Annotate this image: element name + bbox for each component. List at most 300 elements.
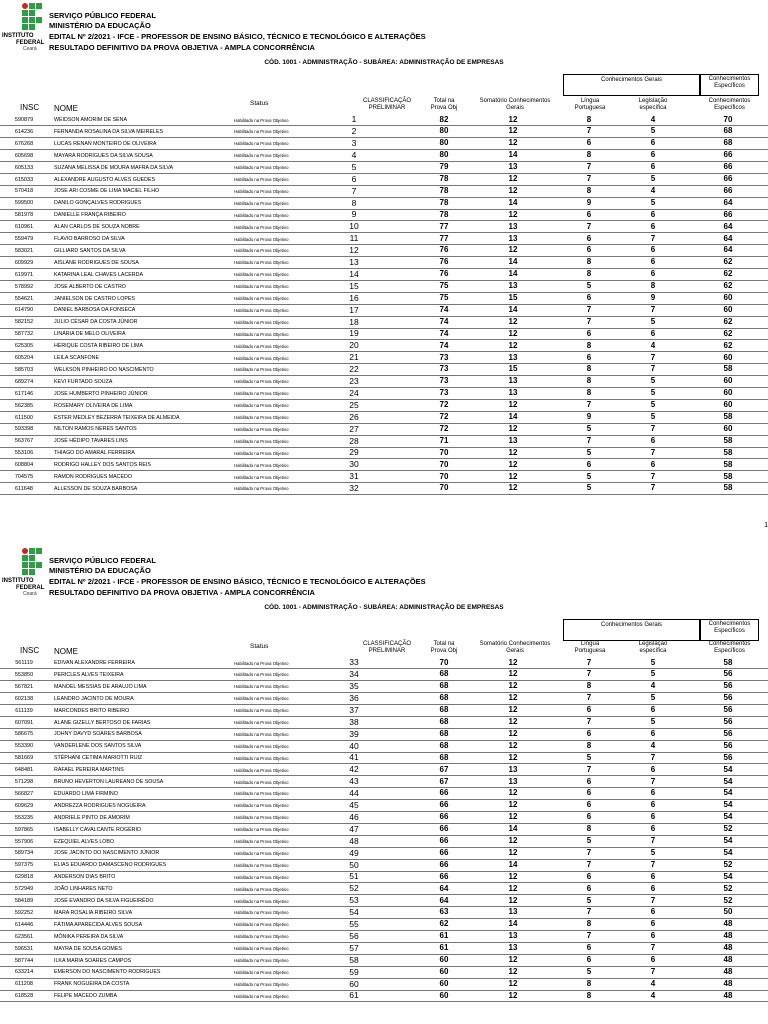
insc-cell: 593398 [14,426,34,433]
portuguese-cell: 7 [586,693,592,703]
specific-cell: 58 [723,435,733,445]
portuguese-cell: 8 [586,919,592,929]
table-row [0,740,768,752]
table-row [0,447,768,459]
status-cell: Habilitado na Prova Objetivo [234,839,289,844]
legislation-cell: 4 [650,114,656,124]
specific-cell: 56 [723,752,733,762]
status-cell: Habilitado na Prova Objetivo [234,981,289,987]
table-row [0,955,768,967]
classification-cell: 11 [349,233,359,244]
table-row [0,483,768,495]
sum-general-cell: 14 [508,150,518,160]
insc-cell: 596531 [14,945,34,952]
insc-cell: 607091 [14,719,34,726]
classification-cell: 13 [349,257,359,268]
status-cell: Habilitado na Prova Objetivo [234,426,289,432]
classification-cell: 34 [349,669,359,680]
status-cell: Habilitado na Prova Objetivo [234,296,289,301]
classification-cell: 59 [349,966,359,977]
table-row [0,471,768,483]
insc-cell: 633214 [14,969,34,976]
table-row [0,764,768,776]
table-row [0,776,768,788]
sum-general-cell: 12 [508,681,518,691]
classification-cell: 25 [349,399,359,410]
status-cell: Habilitado na Prova Objetivo [234,153,289,159]
insc-cell: 559479 [14,236,34,242]
legislation-cell: 6 [650,728,656,738]
portuguese-cell: 5 [586,471,592,481]
specific-cell: 60 [723,293,733,302]
portuguese-cell: 5 [586,966,592,976]
col-nome: NOME [54,104,78,113]
specific-cell: 56 [723,717,733,726]
legislation-cell: 6 [650,150,656,160]
legislation-cell: 9 [650,293,656,302]
table-row [0,812,768,824]
status-cell: Habilitado na Prova Objetivo [234,284,289,290]
table-row [0,990,768,1002]
classification-cell: 57 [349,942,359,953]
classification-cell: 45 [349,800,359,811]
legislation-cell: 7 [650,776,656,786]
insc-cell: 563767 [14,438,34,445]
status-cell: Habilitado na Prova Objetivo [234,438,289,444]
total-cell: 67 [439,764,449,774]
name-cell: MÔNIKA PEREIRA DA SILVA [54,933,124,940]
col-insc: INSC [20,103,40,112]
classification-cell: 16 [349,292,359,303]
classification-cell: 20 [349,340,359,351]
status-cell: Habilitado na Prova Objetivo [234,874,289,880]
legislation-cell: 5 [650,847,656,857]
portuguese-cell: 5 [586,483,592,493]
portuguese-cell: 8 [586,364,592,374]
table-row [0,752,768,764]
total-cell: 73 [439,364,449,374]
legislation-cell: 6 [650,800,656,810]
sum-general-cell: 14 [508,269,518,279]
total-cell: 68 [439,681,449,691]
specific-cell: 52 [723,895,733,905]
legislation-cell: 4 [650,740,656,750]
specific-cell: 62 [723,257,733,267]
portuguese-cell: 8 [586,150,592,160]
portuguese-cell: 8 [586,388,592,398]
specific-cell: 52 [723,824,733,834]
classification-cell: 37 [349,704,359,715]
sum-general-cell: 13 [508,162,518,172]
sum-general-cell: 14 [508,412,518,421]
portuguese-cell: 7 [586,669,592,679]
sum-general-cell: 13 [508,376,518,386]
portuguese-cell: 5 [586,895,592,905]
classification-cell: 8 [351,197,357,208]
document-page-2 [0,545,768,1024]
status-cell: Habilitado na Prova Objetivo [234,886,289,892]
name-cell: SUZANA MELISSA DE MOURA MAFRA DA SILVA [54,164,174,171]
logo-federal-text: FEDERAL [16,585,45,591]
name-cell: ANDERSON DIAS BRITO [54,874,116,881]
sum-general-cell: 12 [508,836,518,845]
classification-cell: 49 [349,847,359,858]
total-cell: 66 [439,812,449,822]
logo-institute-text: INSTITUTO [2,578,34,584]
table-row [0,657,768,669]
table-row [0,269,768,281]
sum-general-cell: 12 [508,847,518,857]
legislation-cell: 5 [650,376,656,386]
portuguese-cell: 7 [586,907,592,917]
legislation-cell: 7 [650,471,656,481]
total-cell: 61 [439,931,449,941]
legislation-cell: 5 [650,316,656,326]
insc-cell: 689274 [14,378,34,385]
name-cell: LEANDRO JACINTO DE MOURA [54,695,134,702]
portuguese-cell: 8 [586,376,592,386]
specific-cell: 54 [723,776,733,786]
classification-cell: 23 [349,376,359,387]
table-row [0,978,768,990]
name-cell: DANIEL BARBOSA DA FONSECA [54,307,136,314]
classification-cell: 12 [349,245,359,256]
table-row [0,376,768,388]
insc-cell: 614446 [14,921,34,928]
total-cell: 71 [439,435,449,445]
name-cell: MAYRA DE SOUSA GOMES [54,945,122,952]
portuguese-cell: 6 [586,728,592,738]
specific-cell: 48 [723,966,733,976]
legislation-cell: 6 [650,919,656,929]
sum-general-cell: 12 [508,459,518,469]
table-row [0,824,768,836]
group-header-especificos: Conhecimentos Específicos [700,619,759,641]
sum-general-cell: 12 [508,717,518,726]
specific-cell: 48 [723,990,733,1000]
name-cell: RAMON RODRIGUES MACEDO [54,474,132,480]
insc-cell: 599500 [14,200,34,207]
logo-state-text: Ceará [23,46,37,52]
table-row [0,340,768,352]
portuguese-cell: 5 [586,423,592,433]
legislation-cell: 6 [650,883,656,893]
page-header [0,545,768,605]
total-cell: 74 [439,328,449,338]
specific-cell: 64 [723,197,733,207]
specific-cell: 48 [723,978,733,988]
specific-cell: 56 [723,740,733,750]
legislation-cell: 7 [650,364,656,374]
total-cell: 66 [439,836,449,845]
col-total: Total na Prova Obj [430,641,458,654]
total-cell: 68 [439,705,449,715]
portuguese-cell: 9 [586,412,592,421]
sum-general-cell: 14 [508,197,518,207]
table-row [0,459,768,471]
legislation-cell: 7 [650,966,656,976]
name-cell: HÉRIQUE COSTA RIBEIRO DE LIMA [54,343,144,350]
table-row [0,895,768,907]
table-row [0,304,768,316]
classification-cell: 19 [349,328,359,339]
legislation-cell: 7 [650,752,656,762]
portuguese-cell: 7 [586,657,592,667]
legislation-cell: 6 [650,162,656,172]
sum-general-cell: 12 [508,423,518,433]
name-cell: RAFAEL PEREIRA MARTINS [54,767,124,774]
header-line-2: MINISTÉRIO DA EDUCAÇÃO [49,21,151,30]
legislation-cell: 5 [650,657,656,667]
status-cell: Habilitado na Prova Objetivo [234,141,289,147]
table-row [0,871,768,883]
sum-general-cell: 12 [508,126,518,136]
portuguese-cell: 6 [586,138,592,148]
insc-cell: 605133 [14,164,34,171]
total-cell: 68 [439,728,449,738]
ifce-logo-icon [22,3,42,32]
insc-cell: 554621 [14,295,34,302]
legislation-cell: 6 [650,824,656,834]
insc-cell: 571298 [14,779,34,785]
legislation-cell: 6 [650,257,656,267]
specific-cell: 48 [723,955,733,964]
table-row [0,907,768,919]
specific-cell: 56 [723,705,733,715]
insc-cell: 602138 [14,695,34,702]
legislation-cell: 6 [650,328,656,338]
name-cell: ELIAS EDUARDO DAMASCENO RODRIGUES [54,862,167,869]
portuguese-cell: 6 [586,352,592,362]
header-line-3: EDITAL Nº 2/2021 - IFCE - PROFESSOR DE ENSINO BÁSICO, TÉCNICO E TECNOLÓGICO E ALTERAÇÕES [49,577,426,586]
legislation-cell: 5 [650,400,656,410]
table-row [0,352,768,364]
sum-general-cell: 13 [508,281,518,291]
portuguese-cell: 6 [586,871,592,881]
name-cell: JOSE ALBERTO DE CASTRO [54,283,126,290]
table-row [0,174,768,186]
sum-general-cell: 13 [508,388,518,398]
portuguese-cell: 7 [586,764,592,774]
specific-cell: 62 [723,269,733,279]
total-cell: 60 [439,955,449,964]
sum-general-cell: 14 [508,304,518,314]
classification-cell: 33 [349,657,359,668]
classification-cell: 40 [349,740,359,751]
status-cell: Habilitado na Prova Objetivo [234,720,289,725]
table-row [0,185,768,197]
classification-cell: 4 [351,149,357,160]
portuguese-cell: 8 [586,681,592,691]
portuguese-cell: 7 [586,174,592,183]
portuguese-cell: 7 [586,859,592,869]
total-cell: 66 [439,788,449,798]
insc-cell: 553106 [14,450,34,457]
total-cell: 68 [439,717,449,726]
sum-general-cell: 12 [508,114,518,124]
portuguese-cell: 9 [586,197,592,207]
insc-cell: 619971 [14,271,34,278]
table-row [0,836,768,848]
sum-general-cell: 12 [508,471,518,481]
col-lingua: Língua Portuguesa [574,641,606,654]
insc-cell: 583021 [14,247,34,254]
classification-cell: 7 [351,185,357,196]
portuguese-cell: 8 [586,990,592,1000]
name-cell: JULIO CÉSAR DA COSTA JÚNIOR [54,319,138,326]
col-somatorio: Somatório Conhecimentos Gerais [479,98,551,111]
total-cell: 68 [439,669,449,679]
classification-cell: 10 [349,221,359,232]
sum-general-cell: 12 [508,705,518,715]
portuguese-cell: 5 [586,281,592,291]
insc-cell: 553850 [14,671,34,678]
table-row [0,943,768,955]
sum-general-cell: 13 [508,352,518,362]
insc-cell: 553235 [14,814,34,821]
name-cell: FELIPE MACEDO ZUMBA [54,993,117,1000]
classification-cell: 26 [349,411,359,422]
legislation-cell: 6 [650,764,656,774]
insc-cell: 561119 [15,660,33,666]
specific-cell: 58 [723,412,733,421]
classification-cell: 46 [349,811,359,822]
sum-general-cell: 15 [508,364,518,374]
table-row [0,221,768,233]
status-cell: Habilitado na Prova Objetivo [234,791,289,797]
status-cell: Habilitado na Prova Objetivo [234,779,289,785]
classification-cell: 35 [349,681,359,692]
total-cell: 66 [439,824,449,834]
status-cell: Habilitado na Prova Objetivo [234,660,289,666]
classification-cell: 32 [349,483,359,494]
specific-cell: 54 [723,871,733,881]
insc-cell: 597865 [14,826,34,833]
table-row [0,717,768,729]
sum-general-cell: 13 [508,931,518,941]
insc-cell: 618528 [14,993,34,1000]
portuguese-cell: 6 [586,883,592,893]
portuguese-cell: 8 [586,740,592,750]
table-row [0,364,768,376]
total-cell: 80 [439,126,449,136]
sum-general-cell: 13 [508,907,518,917]
classification-cell: 38 [349,716,359,727]
insc-cell: 589734 [14,850,34,857]
classification-cell: 43 [349,776,359,787]
portuguese-cell: 6 [586,328,592,338]
insc-cell: 608804 [14,462,34,469]
total-cell: 73 [439,388,449,398]
status-cell: Habilitado na Prova Objetivo [234,993,289,999]
col-insc: INSC [20,646,40,655]
classification-cell: 52 [349,883,359,894]
classification-cell: 1 [351,114,357,125]
total-cell: 76 [439,269,449,279]
specific-cell: 60 [723,423,733,433]
sum-general-cell: 13 [508,435,518,445]
specific-cell: 48 [723,919,733,929]
total-cell: 72 [439,412,449,421]
classification-cell: 5 [351,161,357,172]
status-cell: Habilitado na Prova Objetivo [234,177,289,182]
name-cell: JOÃO LINHARES NETO [54,886,113,893]
portuguese-cell: 7 [586,304,592,314]
name-cell: VANDERLENE DOS SANTOS SILVA [54,743,142,750]
insc-cell: 587744 [14,957,34,964]
specific-cell: 56 [723,669,733,679]
status-cell: Habilitado na Prova Objetivo [234,910,289,916]
name-cell: MARA ROSALIA RIBEIRO SILVA [54,909,133,916]
sum-general-cell: 12 [508,955,518,964]
total-cell: 70 [439,657,449,667]
classification-cell: 28 [349,435,359,446]
status-cell: Habilitado na Prova Objetivo [234,803,289,809]
name-cell: MANOEL MESSIAS DE ARAUJO LIMA [54,683,147,690]
portuguese-cell: 7 [586,435,592,445]
insc-cell: 584189 [14,898,34,904]
total-cell: 75 [439,293,449,302]
legislation-cell: 4 [650,990,656,1000]
insc-cell: 611648 [15,485,33,492]
classification-cell: 6 [351,173,357,184]
classification-cell: 2 [351,126,357,137]
specific-cell: 66 [723,162,733,172]
legislation-cell: 5 [650,197,656,207]
name-cell: MAYARA RODRIGUES DA SILVA SOUSA [54,152,153,159]
table-row [0,209,768,221]
specific-cell: 56 [723,728,733,738]
classification-cell: 50 [349,859,359,870]
table-row [0,728,768,740]
name-cell: PERICLES ALVES TEIXEIRA [54,671,124,678]
total-cell: 70 [439,459,449,469]
header-line-2: MINISTÉRIO DA EDUCAÇÃO [49,566,151,575]
table-row [0,316,768,328]
table-row [0,412,768,424]
table-row [0,162,768,174]
total-cell: 66 [439,859,449,869]
table-row [0,293,768,305]
legislation-cell: 6 [650,871,656,881]
status-cell: Habilitado na Prova Objetivo [234,343,289,349]
specific-cell: 60 [723,304,733,314]
specific-cell: 54 [723,788,733,798]
insc-cell: 617146 [14,390,34,397]
insc-cell: 610961 [14,224,34,231]
legislation-cell: 7 [650,447,656,457]
status-cell: Habilitado na Prova Objetivo [234,696,289,702]
insc-cell: 609629 [14,802,34,809]
portuguese-cell: 6 [586,788,592,798]
classification-cell: 14 [349,268,359,279]
sum-general-cell: 12 [508,245,518,255]
portuguese-cell: 6 [586,943,592,953]
status-cell: Habilitado na Prova Objetivo [234,958,289,963]
table-row [0,281,768,293]
status-cell: Habilitado na Prova Objetivo [234,415,289,420]
total-cell: 76 [439,257,449,267]
specific-cell: 54 [723,764,733,774]
name-cell: JOSE HUMBERTO PINHEIRO JÚNIOR [54,390,148,397]
table-row [0,114,768,126]
legislation-cell: 5 [650,717,656,726]
classification-cell: 58 [349,954,359,965]
status-cell: Habilitado na Prova Objetivo [234,391,289,397]
name-cell: AISLANE RODRIGUES DE SOUSA [54,259,139,266]
status-cell: Habilitado na Prova Objetivo [234,946,289,952]
portuguese-cell: 7 [586,847,592,857]
